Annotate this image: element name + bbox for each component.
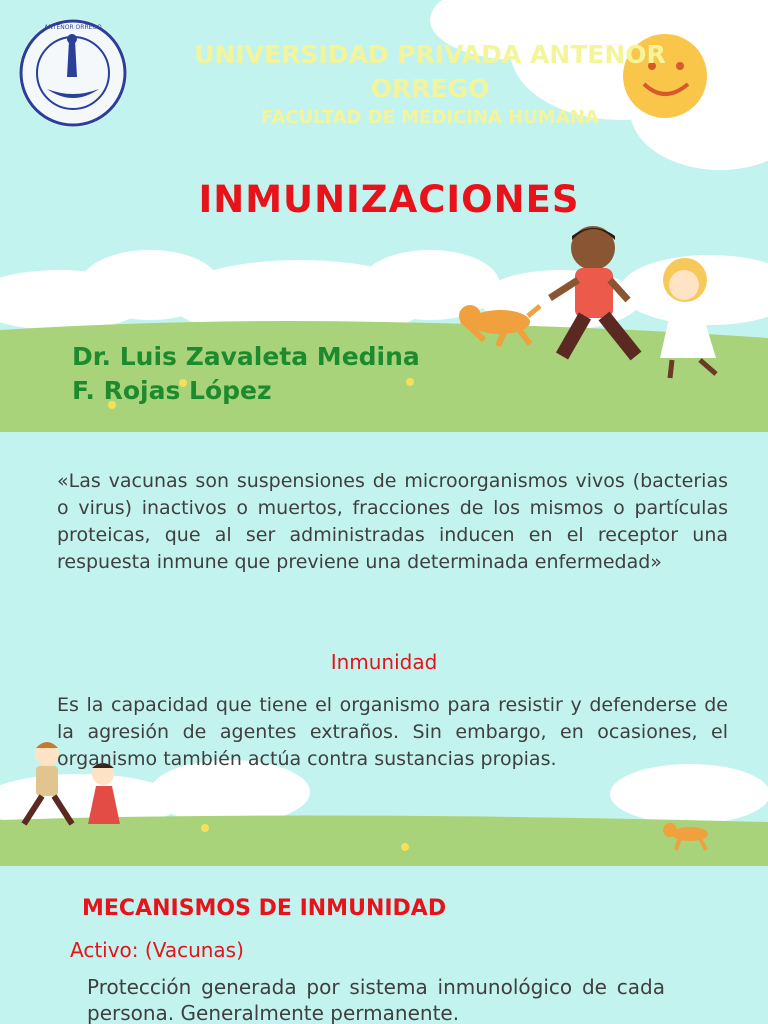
university-name [140,38,720,106]
university-name-line2: ORREGO [370,74,490,103]
authors [72,340,420,408]
mechanisms-heading: MECANISMOS DE INMUNIDAD [82,896,447,921]
immunity-paragraph: Es la capacidad que tiene el organismo para resistir y defenderse de la agresión de agentes extraños. Sin embargo, en ocasiones, el organismo también actúa contra sustancias propias. [57,694,728,770]
document-title: INMUNIZACIONES [198,178,580,221]
author-1: Dr. Luis Zavaleta Medina [72,342,420,371]
svg-text:ANTENOR ORREGO: ANTENOR ORREGO [44,24,102,31]
faculty-name: FACULTAD DE MEDICINA HUMANA [261,107,599,128]
immunity-heading: Inmunidad [330,650,438,674]
active-paragraph: Protección generada por sistema inmunológico de cada persona. Generalmente permanente. [87,975,665,1024]
university-logo [17,17,129,129]
slide-title [0,0,768,432]
university-name-line1: UNIVERSIDAD PRIVADA ANTENOR [194,40,666,69]
slide-immunity [0,432,768,866]
slide-immunity-mechanisms [0,866,768,1024]
vaccine-definition-quote: «Las vacunas son suspensiones de microorganismos vivos (bacterias o virus) inactivos o muertos, fracciones de los mismos o partículas proteicas, que al ser administradas inducen en el receptor una respuesta inmune que previene una determinada enfermedad» [57,470,728,573]
author-2: F. Rojas López [72,376,272,405]
active-subheading: Activo: (Vacunas) [70,938,244,962]
